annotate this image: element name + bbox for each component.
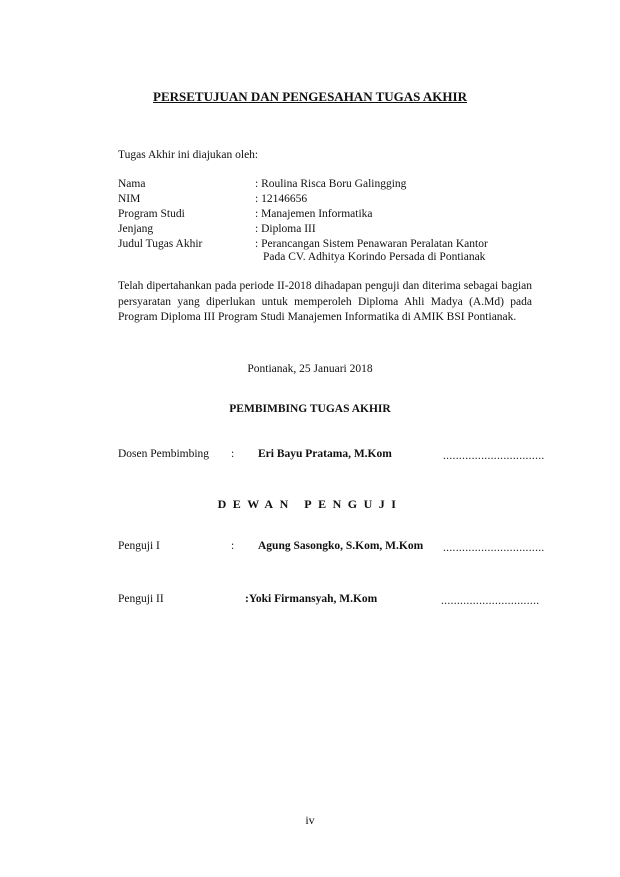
field-label-nama: Nama (118, 178, 146, 190)
page-title: PERSETUJUAN DAN PENGESAHAN TUGAS AKHIR (153, 89, 467, 104)
approval-paragraph: Telah dipertahankan pada periode II-2018 dihadapan penguji dan diterima sebagai bagian persyaratan yang diperlukan untuk memperoleh Diploma Ahli Madya (A.Md) pada Program Diploma III Program Studi Manajemen Informatika di AMIK BSI Pontianak. (118, 280, 532, 323)
field-value-program-studi: : Manajemen Informatika (255, 208, 373, 220)
field-value-nama: : Roulina Risca Boru Galingging (255, 178, 407, 190)
field-label-jenjang: Jenjang (118, 223, 154, 235)
penguji2-signature-line: ............................... (441, 595, 540, 607)
penguji1-name: Agung Sasongko, S.Kom, M.Kom (258, 540, 424, 552)
field-value-judul-line2: Pada CV. Adhitya Korindo Persada di Pontianak (263, 251, 486, 263)
penguji1-label: Penguji I (118, 540, 160, 552)
penguji1-colon: : (231, 540, 235, 552)
page-number: iv (305, 813, 315, 827)
field-label-judul: Judul Tugas Akhir (118, 238, 203, 250)
field-value-judul: : Perancangan Sistem Penawaran Peralatan Kantor (255, 238, 488, 250)
field-value-jenjang: : Diploma III (255, 223, 316, 235)
intro-text: Tugas Akhir ini diajukan oleh: (118, 149, 259, 161)
dosen-label: Dosen Pembimbing (118, 448, 210, 460)
field-label-program-studi: Program Studi (118, 208, 185, 220)
field-value-nim: : 12146656 (255, 193, 308, 205)
penguji2-label: Penguji II (118, 593, 164, 605)
dewan-penguji-heading: DEWAN PENGUJI (217, 497, 403, 511)
field-label-nim: NIM (118, 193, 141, 205)
dosen-name: Eri Bayu Pratama, M.Kom (258, 448, 392, 460)
dosen-signature-line: ................................ (443, 450, 545, 462)
pembimbing-heading: PEMBIMBING TUGAS AKHIR (229, 403, 391, 415)
dosen-colon: : (231, 448, 235, 460)
penguji1-signature-line: ................................ (443, 542, 545, 554)
penguji2-name: :Yoki Firmansyah, M.Kom (245, 593, 378, 605)
place-date: Pontianak, 25 Januari 2018 (247, 363, 373, 375)
